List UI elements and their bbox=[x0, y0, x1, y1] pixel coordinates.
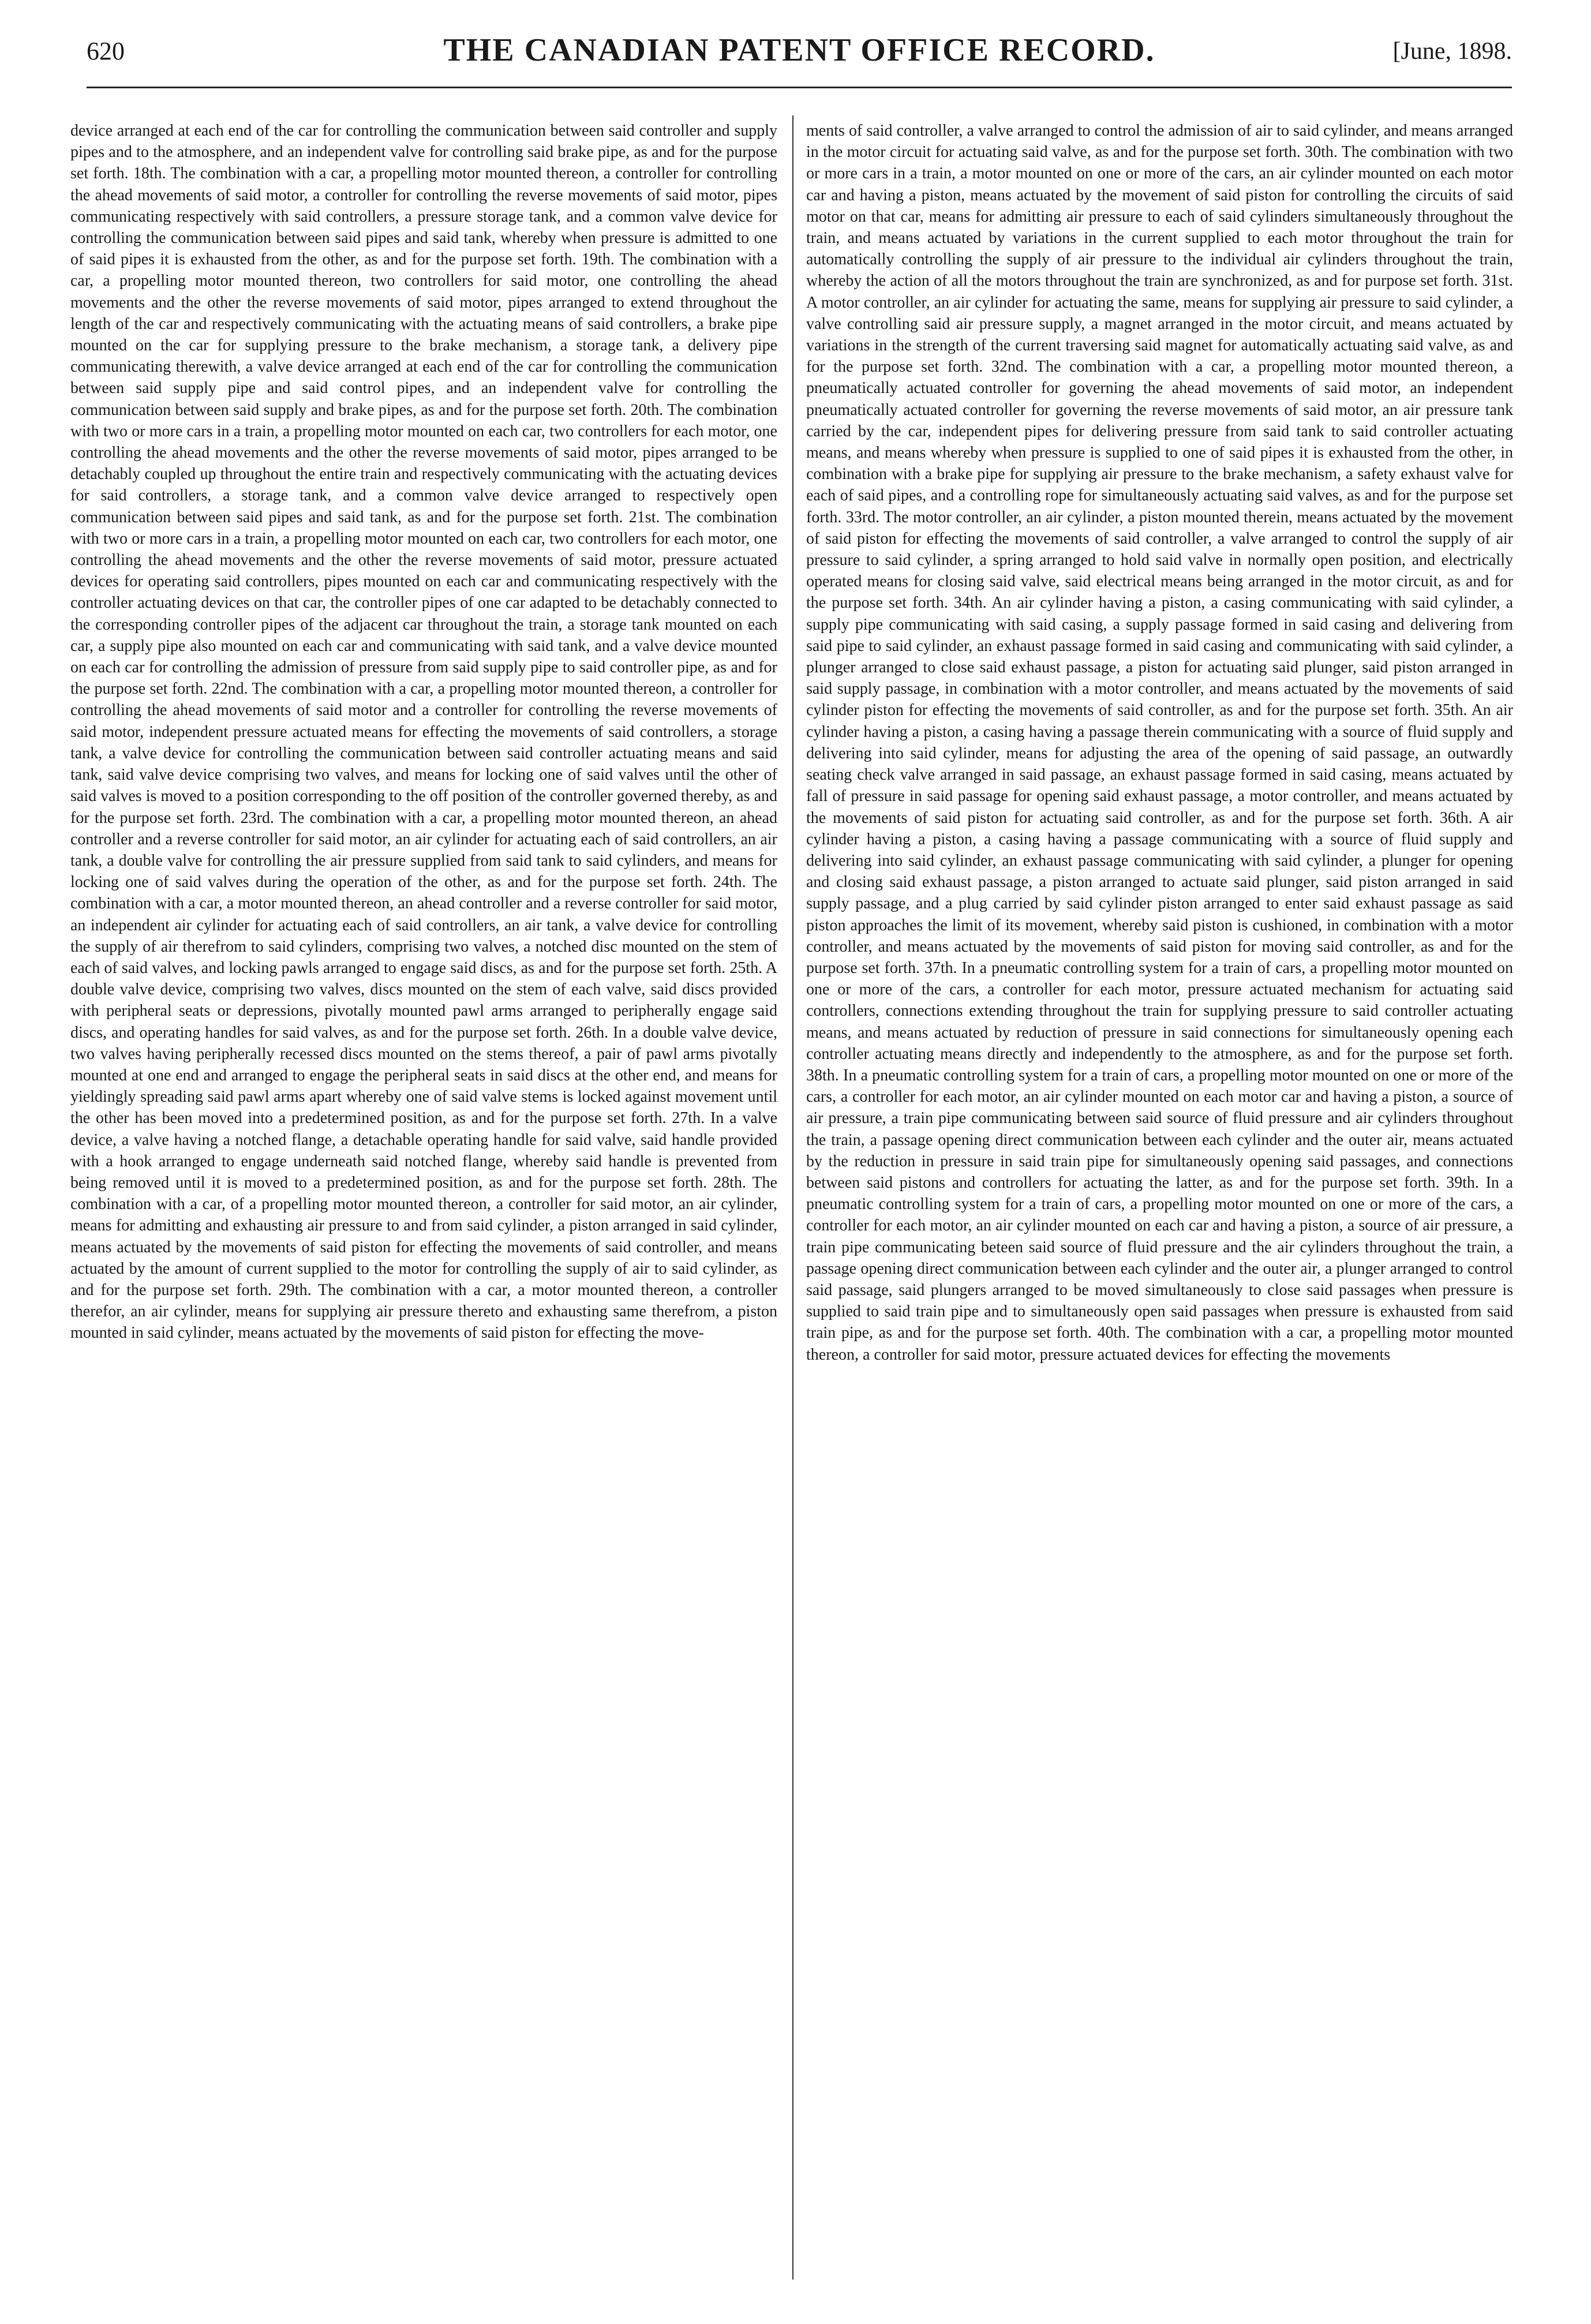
page-number: 620 bbox=[87, 37, 125, 65]
issue-date: [June, 1898. bbox=[1392, 38, 1512, 65]
journal-title: THE CANADIAN PATENT OFFICE RECORD. bbox=[443, 32, 1155, 68]
header-rule bbox=[87, 87, 1512, 88]
left-column-text: device arranged at each end of the car for controlling the communication between said controller and supply pipes and to the atmosphere, and an independent valve for controlling said brake pipe, as and for the purpose set forth. 18th. The combination with a car, a propelling motor mounted thereon, a controller for controlling the ahead movements of said motor, a controller for controlling the reverse movements of said motor, pipes communicating respectively with said controllers, a pressure storage tank, and a common valve device for controlling the communication between said pipes and said tank, whereby when pressure is admitted to one of said pipes it is exhausted from the other, as and for the purpose set forth. 19th. The combination with a car, a propelling motor mounted thereon, two controllers for said motor, one controlling the ahead movements and the other the reverse movements of said motor, pipes arranged to extend throughout the length of the car and respectively communicating with the actuating means of said controllers, a brake pipe mounted on the car for supplying pressure to the brake mechanism, a storage tank, a delivery pipe communicating therewith, a valve device arranged at each end of the car for controlling the communication between said supply pipe and said control pipes, and an independent valve for controlling the communication between said supply and brake pipes, as and for the purpose set forth. 20th. The combination with two or more cars in a train, a propelling motor mounted on each car, two controllers for each motor, one controlling the ahead movements and the other the reverse movements of said motor, pipes arranged to be detachably coupled up throughout the entire train and respectively communicating with the actuating devices for said controllers, a storage tank, and a common valve device arranged to respectively open communication between said pipes and said tank, as and for the purpose set forth. 21st. The combination with two or more cars in a train, a propelling motor mounted on each car, two controllers for each motor, one controlling the ahead movements and the other the reverse movements of said motor, pressure actuated devices for operating said controllers, pipes mounted on each car and communicating respectively with the controller actuating devices on that car, the controller pipes of one car adapted to be detachably connected to the corresponding controller pipes of the adjacent car throughout the train, a storage tank mounted on each car, a supply pipe also mounted on each car and communicating with said tank, and a valve device mounted on each car for controlling the admission of pressure from said supply pipe to said controller pipe, as and for the purpose set forth. 22nd. The combination with a car, a propelling motor mounted thereon, a controller for controlling the ahead movements of said motor and a controller for controlling the reverse movements of said motor, independent pressure actuated means for effecting the movements of said controllers, a storage tank, a valve device for controlling the communication between said controller actuating means and said tank, said valve device comprising two valves, and means for locking one of said valves until the other of said valves is moved to a position corresponding to the off position of the controller governed thereby, as and for the purpose set forth. 23rd. The combination with a car, a propelling motor mounted thereon, an ahead controller and a reverse controller for said motor, an air cylinder for actuating each of said controllers, an air tank, a double valve for controlling the air pressure supplied from said tank to said cylinders, and means for locking one of said valves during the operation of the other, as and for the purpose set forth. 24th. The combination with a car, a motor mounted thereon, an ahead controller and a reverse controller for said motor, an independent air cylinder for actuating each of said controllers, an air tank, a valve device for controlling the supply of air therefrom to said cylinders, comprising two valves, a notched disc mounted on the stem of each of said valves, and locking pawls arranged to engage said discs, as and for the purpose set forth. 25th. A double valve device, comprising two valves, discs mounted on the stem of each valve, said discs provided with peripheral seats or depressions, pivotally mounted pawl arms arranged to peripherally engage said discs, and operating handles for said valves, as and for the purpose set forth. 26th. In a double valve device, two valves having peripherally recessed discs mounted on the stems thereof, a pair of pawl arms pivotally mounted at one end and arranged to engage the peripheral seats in said discs at the other end, and means for yieldingly spreading said pawl arms apart whereby one of said valve stems is locked against movement until the other has been moved into a predetermined position, as and for the purpose set forth. 27th. In a valve device, a valve having a notched flange, a detachable operating handle for said valve, said handle provided with a hook arranged to engage underneath said notched flange, whereby said handle is prevented from being removed until it is moved to a predetermined position, as and for the purpose set forth. 28th. The combination with a car, of a propelling motor mounted thereon, a controller for said motor, an air cylinder, means for admitting and exhausting air pressure to and from said cylinder, a piston arranged in said cylinder, means actuated by the movements of said piston for effecting the movements of said controller, and means actuated by the amount of current supplied to the motor for controlling the supply of air to said cylinder, as and for the purpose set forth. 29th. The combination with a car, a motor mounted thereon, a controller therefor, an air cylinder, means for supplying air pressure thereto and exhausting same therefrom, a piston mounted in said cylinder, means actuated by the movements of said piston for effecting the move- bbox=[70, 122, 777, 1342]
right-column-text: ments of said controller, a valve arranged to control the admission of air to said cylinder, and means arranged in the motor circuit for actuating said valve, as and for the purpose set forth. 30th. The combination with two or more cars in a train, a motor mounted on one or more of the cars, an air cylinder mounted on each motor car and having a piston, means actuated by the movement of said piston for controlling the circuits of said motor on that car, means for admitting air pressure to each of said cylinders simultaneously throughout the train, and means actuated by variations in the current supplied to each motor throughout the train for automatically controlling the supply of air pressure to the individual air cylinders throughout the train, whereby the action of all the motors throughout the train are synchronized, as and for purpose set forth. 31st. A motor controller, an air cylinder for actuating the same, means for supplying air pressure to said cylinder, a valve controlling said air pressure supply, a magnet arranged in the motor circuit, and means actuated by variations in the strength of the current traversing said magnet for automatically actuating said valve, as and for the purpose set forth. 32nd. The combination with a car, a propelling motor mounted thereon, a pneumatically actuated controller for governing the ahead movements of said motor, an independent pneumatically actuated controller for governing the reverse movements of said motor, an air pressure tank carried by the car, independent pipes for delivering pressure from said tank to said controller actuating means, and means whereby when pressure is supplied to one of said pipes it is exhausted from the other, in combination with a brake pipe for supplying air pressure to the brake mechanism, a safety exhaust valve for each of said pipes, and a controlling rope for simultaneously actuating said valves, as and for the purpose set forth. 33rd. The motor controller, an air cylinder, a piston mounted therein, means actuated by the movement of said piston for effecting the movements of said controller, a valve arranged to control the supply of air pressure to said cylinder, a spring arranged to hold said valve in normally open position, and electrically operated means for closing said valve, said electrical means being arranged in the motor circuit, as and for the purpose set forth. 34th. An air cylinder having a piston, a casing communicating with said cylinder, a supply pipe communicating with said casing, a supply passage formed in said casing and delivering from said pipe to said cylinder, an exhaust passage formed in said casing and communicating with said cylinder, a plunger arranged to close said exhaust passage, a piston for actuating said plunger, said piston arranged in said supply passage, in combination with a motor controller, and means actuated by the movements of said cylinder piston for effecting the movements of said controller, as and for the purpose set forth. 35th. An air cylinder having a piston, a casing having a passage therein communicating with a source of fluid supply and delivering into said cylinder, means for adjusting the area of the opening of said passage, an outwardly seating check valve arranged in said passage, an exhaust passage formed in said casing, means actuated by fall of pressure in said passage for opening said exhaust passage, a motor controller, and means actuated by the movements of said piston for actuating said controller, as and for the purpose set forth. 36th. A air cylinder having a piston, a casing having a passage communicating with a source of fluid supply and delivering into said cylinder, an exhaust passage communicating with said cylinder, a plunger for opening and closing said exhaust passage, a piston arranged to actuate said plunger, said piston arranged in said supply passage, and a plug carried by said cylinder piston arranged to enter said exhaust passage as said piston approaches the limit of its movement, whereby said piston is cushioned, in combination with a motor controller, and means actuated by the movements of said piston for moving said controller, as and for the purpose set forth. 37th. In a pneumatic controlling system for a train of cars, a propelling motor mounted on one or more of the cars, a controller for each motor, pressure actuated mechanism for actuating said controllers, connections extending throughout the train for supplying pressure to said controller actuating means, and means actuated by reduction of pressure in said connections for simultaneously opening each controller actuating means directly and independently to the atmosphere, as and for the purpose set forth. 38th. In a pneumatic controlling system for a train of cars, a propelling motor mounted on one or more of the cars, a controller for each motor, an air cylinder mounted on each motor car and having a piston, a source of air pressure, a train pipe communicating between said source of fluid pressure and air cylinders throughout the train, a passage opening direct communication between each cylinder and the outer air, means actuated by the reduction in pressure in said train pipe for simultaneously opening said passages, and connections between said pistons and controllers for actuating the latter, as and for the purpose set forth. 39th. In a pneumatic controlling system for a train of cars, a propelling motor mounted on one or more of the cars, a controller for each motor, an air cylinder mounted on each car and having a piston, a source of air pressure, a train pipe communicating beteen said source of fluid pressure and the air cylinders throughout the train, a passage opening direct communication between each cylinder and the outer air, a plunger arranged to control said passage, said plungers arranged to be moved simultaneously to close said passages when pressure is supplied to said train pipe and to simultaneously open said passages when pressure is exhausted from said train pipe, as and for the purpose set forth. 40th. The combination with a car, a propelling motor mounted thereon, a controller for said motor, pressure actuated devices for effecting the movements bbox=[806, 122, 1513, 1364]
column-divider bbox=[792, 115, 793, 2280]
right-column bbox=[806, 120, 1513, 2276]
left-column bbox=[70, 120, 777, 2276]
page-header bbox=[87, 32, 1512, 78]
